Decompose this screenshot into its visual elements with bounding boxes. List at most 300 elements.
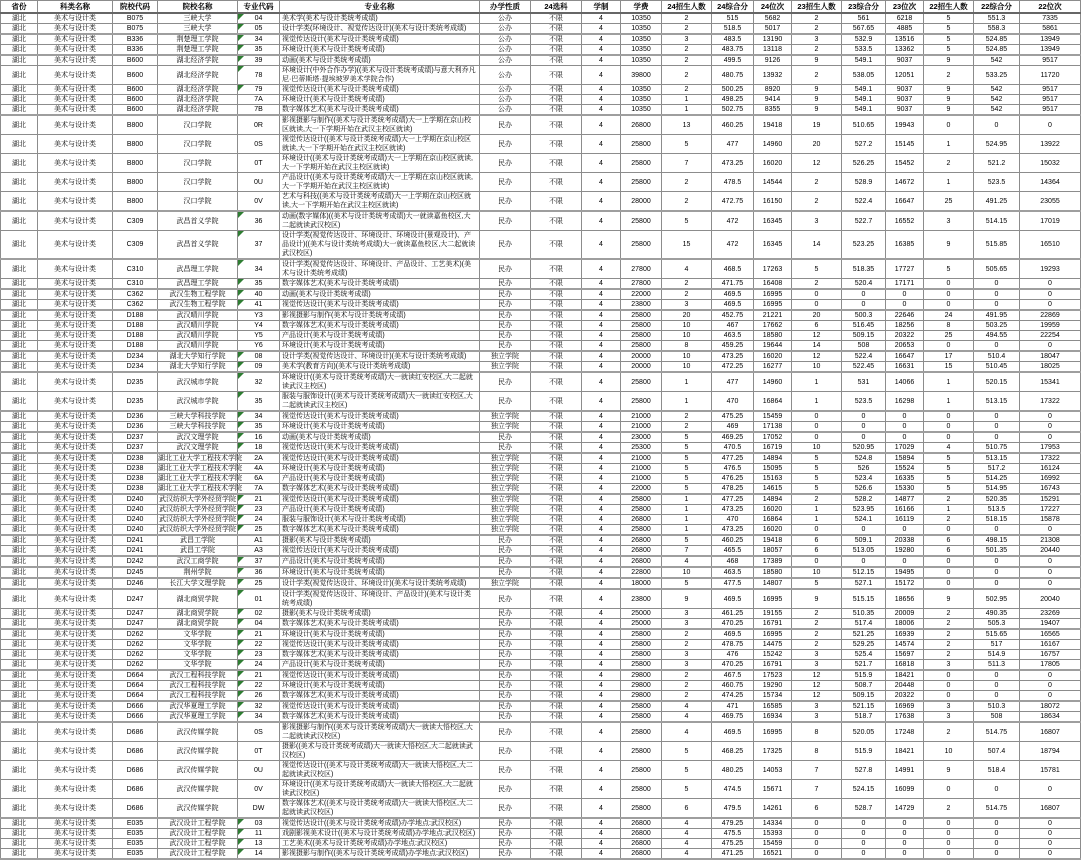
cell-score-23: 526 xyxy=(842,464,886,474)
cell-rank-24: 19418 xyxy=(754,115,792,135)
cell-rank-23: 22646 xyxy=(886,310,924,321)
table-row xyxy=(1,619,1081,630)
cell-school-name: 汉口学院 xyxy=(158,192,238,212)
table-row xyxy=(1,192,1081,212)
cell-major-code: 35 xyxy=(238,45,280,56)
cell-school-type: 独立学院 xyxy=(480,525,531,536)
cell-subject-req: 不限 xyxy=(531,619,582,630)
cell-score-23: 528.9 xyxy=(842,173,886,192)
cell-score-24: 467.5 xyxy=(712,670,754,681)
cell-score-24: 468.25 xyxy=(712,742,754,761)
cell-duration: 4 xyxy=(582,670,621,681)
cell-rank-22: 0 xyxy=(1020,780,1081,799)
cell-duration: 4 xyxy=(582,818,621,829)
cell-major-code: Y5 xyxy=(238,331,280,341)
cell-duration: 4 xyxy=(582,484,621,495)
cell-province: 湖北 xyxy=(1,289,38,300)
cell-enroll-22: 3 xyxy=(924,701,974,712)
cell-duration: 4 xyxy=(582,494,621,505)
table-row xyxy=(1,372,1081,392)
cell-subject-req: 不限 xyxy=(531,742,582,761)
cell-major-name: 视觉传达设计((美术与设计类统考成绩)大一上学期在京山校区就读,大一下学期开始在武汉主校区就读) xyxy=(280,135,480,154)
cell-school-code: D262 xyxy=(113,660,158,671)
cell-duration: 4 xyxy=(582,351,621,362)
cell-rank-23: 0 xyxy=(886,411,924,422)
cell-enroll-22: 8 xyxy=(924,321,974,331)
table-row xyxy=(1,173,1081,192)
cell-category: 美术与设计类 xyxy=(38,13,113,24)
cell-province: 湖北 xyxy=(1,670,38,681)
cell-score-24: 470 xyxy=(712,515,754,525)
cell-school-code: C310 xyxy=(113,279,158,290)
cell-score-22: 524.85 xyxy=(974,45,1020,56)
cell-major-name: 数字媒体艺术(美术与设计类统考成绩) xyxy=(280,105,480,116)
cell-score-22: 491.95 xyxy=(974,310,1020,321)
cell-enroll-22: 3 xyxy=(924,211,974,231)
cell-enroll-22: 9 xyxy=(924,85,974,95)
cell-enroll-23: 0 xyxy=(792,289,842,300)
cell-enroll-23: 3 xyxy=(792,650,842,660)
cell-score-24: 480.25 xyxy=(712,761,754,780)
cell-major-code: 05 xyxy=(238,24,280,35)
cell-school-type: 民办 xyxy=(480,443,531,454)
cell-score-23: 526.6 xyxy=(842,484,886,495)
cell-rank-23: 0 xyxy=(886,849,924,860)
cell-enroll-23: 3 xyxy=(792,34,842,45)
cell-rank-22: 0 xyxy=(1020,432,1081,443)
cell-category: 美术与设计类 xyxy=(38,701,113,712)
cell-school-code: D262 xyxy=(113,650,158,660)
cell-school-name: 武昌工学院 xyxy=(158,546,238,557)
cell-enroll-24: 2 xyxy=(662,66,712,85)
cell-rank-23: 16119 xyxy=(886,515,924,525)
cell-enroll-23: 5 xyxy=(792,484,842,495)
cell-province: 湖北 xyxy=(1,742,38,761)
cell-score-24: 452.75 xyxy=(712,310,754,321)
cell-score-23: 528.7 xyxy=(842,799,886,819)
cell-rank-22: 18794 xyxy=(1020,742,1081,761)
cell-score-24: 473.25 xyxy=(712,351,754,362)
cell-school-type: 民办 xyxy=(480,115,531,135)
cell-school-name: 武汉工程科技学院 xyxy=(158,691,238,702)
cell-major-name: 环境设计(美术与设计类统考成绩) xyxy=(280,95,480,105)
cell-major-code: 26 xyxy=(238,691,280,702)
cell-rank-24: 9126 xyxy=(754,55,792,66)
cell-rank-22: 0 xyxy=(1020,578,1081,589)
cell-subject-req: 不限 xyxy=(531,505,582,515)
column-header-enroll-23: 23招生人数 xyxy=(792,1,842,14)
cell-major-name: 数字媒体艺术(美术与设计类统考成绩) xyxy=(280,619,480,630)
cell-subject-req: 不限 xyxy=(531,650,582,660)
cell-enroll-23: 3 xyxy=(792,701,842,712)
cell-enroll-22: 1 xyxy=(924,372,974,392)
cell-rank-24: 16020 xyxy=(754,505,792,515)
table-row xyxy=(1,589,1081,609)
cell-school-code: D666 xyxy=(113,701,158,712)
cell-score-22: 517.2 xyxy=(974,464,1020,474)
cell-major-name: 环境设计(中外合作办学)((美术与设计类统考成绩)与意大利乔凡尼·巴蒂斯塔·提埃坡罗美术学院合作) xyxy=(280,66,480,85)
cell-enroll-23: 0 xyxy=(792,525,842,536)
cell-province: 湖北 xyxy=(1,259,38,279)
cell-enroll-24: 4 xyxy=(662,818,712,829)
table-row xyxy=(1,331,1081,341)
cell-major-name: 数字媒体艺术(美术与设计类统考成绩) xyxy=(280,484,480,495)
cell-enroll-22: 5 xyxy=(924,474,974,484)
cell-score-23: 538.05 xyxy=(842,66,886,85)
cell-score-22: 513.15 xyxy=(974,392,1020,412)
cell-school-type: 公办 xyxy=(480,34,531,45)
cell-enroll-22: 5 xyxy=(924,34,974,45)
cell-enroll-23: 1 xyxy=(792,392,842,412)
cell-province: 湖北 xyxy=(1,640,38,650)
cell-duration: 4 xyxy=(582,464,621,474)
cell-category: 美术与设计类 xyxy=(38,818,113,829)
cell-score-23: 0 xyxy=(842,818,886,829)
cell-school-type: 民办 xyxy=(480,780,531,799)
table-row xyxy=(1,474,1081,484)
cell-rank-23: 20322 xyxy=(886,331,924,341)
cell-category: 美术与设计类 xyxy=(38,279,113,290)
cell-school-code: D247 xyxy=(113,609,158,619)
table-row xyxy=(1,300,1081,311)
table-row xyxy=(1,525,1081,536)
cell-tuition: 22000 xyxy=(621,289,662,300)
column-header-province: 省份 xyxy=(1,1,38,14)
cell-enroll-23: 7 xyxy=(792,780,842,799)
cell-province: 湖北 xyxy=(1,115,38,135)
cell-school-code: D664 xyxy=(113,670,158,681)
cell-enroll-24: 15 xyxy=(662,231,712,260)
cell-school-name: 湖北商贸学院 xyxy=(158,589,238,609)
cell-school-code: D686 xyxy=(113,780,158,799)
cell-subject-req: 不限 xyxy=(531,761,582,780)
cell-enroll-22: 0 xyxy=(924,818,974,829)
cell-enroll-22: 2 xyxy=(924,722,974,742)
cell-subject-req: 不限 xyxy=(531,712,582,723)
cell-rank-22: 22869 xyxy=(1020,310,1081,321)
cell-enroll-23: 20 xyxy=(792,310,842,321)
cell-score-22: 0 xyxy=(974,556,1020,567)
cell-category: 美术与设计类 xyxy=(38,525,113,536)
cell-enroll-24: 5 xyxy=(662,135,712,154)
cell-tuition: 25800 xyxy=(621,135,662,154)
cell-enroll-23: 0 xyxy=(792,422,842,433)
cell-tuition: 29800 xyxy=(621,670,662,681)
cell-major-name: 产品设计(美术与设计类统考成绩) xyxy=(280,474,480,484)
cell-enroll-24: 2 xyxy=(662,289,712,300)
cell-province: 湖北 xyxy=(1,681,38,691)
cell-enroll-23: 5 xyxy=(792,474,842,484)
cell-province: 湖北 xyxy=(1,135,38,154)
cell-province: 湖北 xyxy=(1,578,38,589)
cell-duration: 4 xyxy=(582,411,621,422)
table-row xyxy=(1,422,1081,433)
cell-enroll-23: 6 xyxy=(792,546,842,557)
cell-major-code: 79 xyxy=(238,85,280,95)
cell-major-name: 环境设计(美术与设计类统考成绩) xyxy=(280,341,480,352)
cell-major-code: 09 xyxy=(238,362,280,373)
cell-score-22: 0 xyxy=(974,691,1020,702)
cell-tuition: 25800 xyxy=(621,629,662,640)
cell-enroll-22: 0 xyxy=(924,289,974,300)
cell-enroll-24: 7 xyxy=(662,154,712,173)
cell-tuition: 27800 xyxy=(621,279,662,290)
cell-enroll-24: 9 xyxy=(662,589,712,609)
cell-school-code: B800 xyxy=(113,192,158,212)
cell-enroll-24: 4 xyxy=(662,829,712,839)
cell-school-name: 武汉生物工程学院 xyxy=(158,300,238,311)
cell-rank-23: 16969 xyxy=(886,701,924,712)
cell-province: 湖北 xyxy=(1,761,38,780)
cell-tuition: 25800 xyxy=(621,341,662,352)
table-row xyxy=(1,484,1081,495)
cell-school-code: D236 xyxy=(113,422,158,433)
cell-category: 美术与设计类 xyxy=(38,578,113,589)
cell-category: 美术与设计类 xyxy=(38,259,113,279)
cell-score-23: 522.4 xyxy=(842,351,886,362)
table-row xyxy=(1,362,1081,373)
cell-duration: 4 xyxy=(582,589,621,609)
cell-score-22: 514.25 xyxy=(974,474,1020,484)
cell-school-code: B600 xyxy=(113,85,158,95)
cell-score-24: 474.25 xyxy=(712,691,754,702)
cell-enroll-24: 2 xyxy=(662,173,712,192)
cell-subject-req: 不限 xyxy=(531,259,582,279)
cell-major-code: 7A xyxy=(238,484,280,495)
cell-duration: 4 xyxy=(582,839,621,849)
cell-score-24: 474.5 xyxy=(712,780,754,799)
column-header-score-23: 23综合分 xyxy=(842,1,886,14)
cell-subject-req: 不限 xyxy=(531,818,582,829)
cell-enroll-24: 3 xyxy=(662,609,712,619)
cell-rank-24: 8920 xyxy=(754,85,792,95)
cell-rank-23: 0 xyxy=(886,289,924,300)
cell-category: 美术与设计类 xyxy=(38,546,113,557)
cell-province: 湖北 xyxy=(1,173,38,192)
cell-rank-22: 0 xyxy=(1020,818,1081,829)
cell-rank-23: 14574 xyxy=(886,640,924,650)
cell-school-code: B600 xyxy=(113,66,158,85)
cell-major-code: 22 xyxy=(238,681,280,691)
cell-tuition: 10350 xyxy=(621,24,662,35)
cell-major-name: 环境设计((美术与设计类统考成绩)大一上学期在京山校区就读,大一下学期开始在武汉主校区就读) xyxy=(280,154,480,173)
cell-rank-23: 16298 xyxy=(886,392,924,412)
cell-subject-req: 不限 xyxy=(531,351,582,362)
cell-rank-24: 14261 xyxy=(754,799,792,819)
cell-enroll-24: 1 xyxy=(662,95,712,105)
cell-school-type: 民办 xyxy=(480,799,531,819)
cell-enroll-23: 2 xyxy=(792,173,842,192)
cell-major-name: 视觉传达设计(美术与设计类统考成绩) xyxy=(280,670,480,681)
cell-province: 湖北 xyxy=(1,515,38,525)
cell-category: 美术与设计类 xyxy=(38,300,113,311)
table-row xyxy=(1,321,1081,331)
cell-score-24: 472.25 xyxy=(712,362,754,373)
table-row xyxy=(1,556,1081,567)
cell-category: 美术与设计类 xyxy=(38,494,113,505)
cell-score-22: 514.95 xyxy=(974,484,1020,495)
cell-province: 湖北 xyxy=(1,701,38,712)
cell-school-code: D247 xyxy=(113,619,158,630)
cell-major-code: 0U xyxy=(238,761,280,780)
table-body xyxy=(1,13,1081,859)
cell-rank-24: 14894 xyxy=(754,453,792,464)
cell-province: 湖北 xyxy=(1,619,38,630)
cell-score-24: 468 xyxy=(712,556,754,567)
cell-category: 美术与设计类 xyxy=(38,432,113,443)
table-row xyxy=(1,392,1081,412)
cell-duration: 4 xyxy=(582,24,621,35)
cell-rank-22: 13922 xyxy=(1020,135,1081,154)
cell-category: 美术与设计类 xyxy=(38,681,113,691)
cell-rank-22: 0 xyxy=(1020,681,1081,691)
cell-school-code: C310 xyxy=(113,259,158,279)
cell-duration: 4 xyxy=(582,321,621,331)
cell-province: 湖北 xyxy=(1,321,38,331)
cell-enroll-22: 6 xyxy=(924,535,974,546)
cell-province: 湖北 xyxy=(1,453,38,464)
cell-school-code: E035 xyxy=(113,839,158,849)
cell-major-code: 35 xyxy=(238,279,280,290)
cell-school-name: 汉口学院 xyxy=(158,135,238,154)
cell-enroll-22: 0 xyxy=(924,422,974,433)
cell-rank-22: 21308 xyxy=(1020,535,1081,546)
cell-subject-req: 不限 xyxy=(531,660,582,671)
cell-school-type: 独立学院 xyxy=(480,474,531,484)
cell-score-22: 0 xyxy=(974,578,1020,589)
cell-subject-req: 不限 xyxy=(531,525,582,536)
table-row xyxy=(1,211,1081,231)
cell-score-23: 510.35 xyxy=(842,609,886,619)
cell-province: 湖北 xyxy=(1,629,38,640)
cell-school-type: 独立学院 xyxy=(480,505,531,515)
cell-duration: 4 xyxy=(582,849,621,860)
cell-rank-23: 4885 xyxy=(886,24,924,35)
cell-school-code: D686 xyxy=(113,742,158,761)
cell-rank-23: 20653 xyxy=(886,341,924,352)
cell-major-name: 视觉传达设计(美术与设计类统考成绩) xyxy=(280,411,480,422)
cell-tuition: 21000 xyxy=(621,422,662,433)
cell-province: 湖北 xyxy=(1,525,38,536)
cell-enroll-22: 17 xyxy=(924,351,974,362)
cell-school-code: D664 xyxy=(113,691,158,702)
cell-major-name: 动画(美术与设计类统考成绩) xyxy=(280,432,480,443)
cell-enroll-23: 0 xyxy=(792,839,842,849)
cell-enroll-22: 0 xyxy=(924,578,974,589)
cell-major-code: 14 xyxy=(238,849,280,860)
cell-category: 美术与设计类 xyxy=(38,589,113,609)
cell-enroll-24: 1 xyxy=(662,494,712,505)
cell-major-code: 22 xyxy=(238,640,280,650)
cell-school-name: 荆州学院 xyxy=(158,567,238,578)
cell-subject-req: 不限 xyxy=(531,839,582,849)
cell-enroll-24: 2 xyxy=(662,681,712,691)
cell-enroll-24: 2 xyxy=(662,411,712,422)
cell-province: 湖北 xyxy=(1,411,38,422)
cell-score-22: 0 xyxy=(974,279,1020,290)
cell-duration: 4 xyxy=(582,650,621,660)
cell-major-name: 视觉传达设计((美术与设计类统考成绩)大一就读大悟校区,大二起就读武汉校区) xyxy=(280,761,480,780)
cell-category: 美术与设计类 xyxy=(38,761,113,780)
cell-major-name: 数字媒体艺术((美术与设计类统考成绩)大一就读大悟校区,大二起就读武汉校区) xyxy=(280,799,480,819)
cell-tuition: 22800 xyxy=(621,567,662,578)
column-header-rank-22: 22位次 xyxy=(1020,1,1081,14)
table-row xyxy=(1,650,1081,660)
cell-major-code: 24 xyxy=(238,660,280,671)
cell-score-23: 522.7 xyxy=(842,211,886,231)
cell-category: 美术与设计类 xyxy=(38,691,113,702)
cell-score-24: 460.25 xyxy=(712,115,754,135)
cell-enroll-22: 0 xyxy=(924,341,974,352)
cell-school-type: 民办 xyxy=(480,279,531,290)
column-header-rank-23: 23位次 xyxy=(886,1,924,14)
cell-school-name: 武汉传媒学院 xyxy=(158,761,238,780)
cell-duration: 4 xyxy=(582,701,621,712)
cell-rank-24: 15459 xyxy=(754,411,792,422)
cell-duration: 4 xyxy=(582,341,621,352)
cell-duration: 4 xyxy=(582,422,621,433)
cell-school-type: 独立学院 xyxy=(480,515,531,525)
cell-school-code: D237 xyxy=(113,432,158,443)
cell-rank-23: 15452 xyxy=(886,154,924,173)
cell-enroll-24: 10 xyxy=(662,331,712,341)
cell-rank-22: 17322 xyxy=(1020,392,1081,412)
cell-enroll-23: 1 xyxy=(792,505,842,515)
cell-tuition: 26800 xyxy=(621,818,662,829)
cell-score-22: 494.55 xyxy=(974,331,1020,341)
cell-enroll-23: 6 xyxy=(792,799,842,819)
cell-school-name: 武汉传媒学院 xyxy=(158,799,238,819)
cell-enroll-23: 5 xyxy=(792,578,842,589)
cell-subject-req: 不限 xyxy=(531,211,582,231)
cell-enroll-24: 2 xyxy=(662,640,712,650)
cell-score-23: 531 xyxy=(842,372,886,392)
cell-subject-req: 不限 xyxy=(531,331,582,341)
cell-school-type: 公办 xyxy=(480,45,531,56)
cell-school-code: C362 xyxy=(113,300,158,311)
cell-major-name: 环境设计(美术与设计类统考成绩) xyxy=(280,567,480,578)
cell-score-22: 513.5 xyxy=(974,505,1020,515)
cell-school-type: 公办 xyxy=(480,66,531,85)
table-row xyxy=(1,742,1081,761)
cell-score-24: 476.5 xyxy=(712,464,754,474)
cell-major-code: A1 xyxy=(238,535,280,546)
cell-enroll-24: 4 xyxy=(662,259,712,279)
cell-subject-req: 不限 xyxy=(531,453,582,464)
cell-score-24: 471.25 xyxy=(712,849,754,860)
cell-tuition: 10350 xyxy=(621,85,662,95)
cell-score-22: 0 xyxy=(974,411,1020,422)
cell-category: 美术与设计类 xyxy=(38,45,113,56)
cell-score-23: 523.95 xyxy=(842,505,886,515)
cell-major-name: 影视摄影与制作((美术与设计类统考成绩)办学地点:武汉校区) xyxy=(280,849,480,860)
cell-major-code: 13 xyxy=(238,839,280,849)
cell-duration: 4 xyxy=(582,799,621,819)
cell-rank-23: 16552 xyxy=(886,211,924,231)
cell-tuition: 28000 xyxy=(621,192,662,212)
cell-school-name: 三峡大学科技学院 xyxy=(158,422,238,433)
cell-rank-23: 14991 xyxy=(886,761,924,780)
cell-enroll-23: 10 xyxy=(792,362,842,373)
cell-school-code: D238 xyxy=(113,484,158,495)
cell-school-code: D686 xyxy=(113,761,158,780)
cell-rank-24: 14544 xyxy=(754,173,792,192)
cell-category: 美术与设计类 xyxy=(38,422,113,433)
cell-enroll-23: 0 xyxy=(792,411,842,422)
cell-category: 美术与设计类 xyxy=(38,331,113,341)
cell-tuition: 25800 xyxy=(621,211,662,231)
cell-enroll-23: 12 xyxy=(792,331,842,341)
